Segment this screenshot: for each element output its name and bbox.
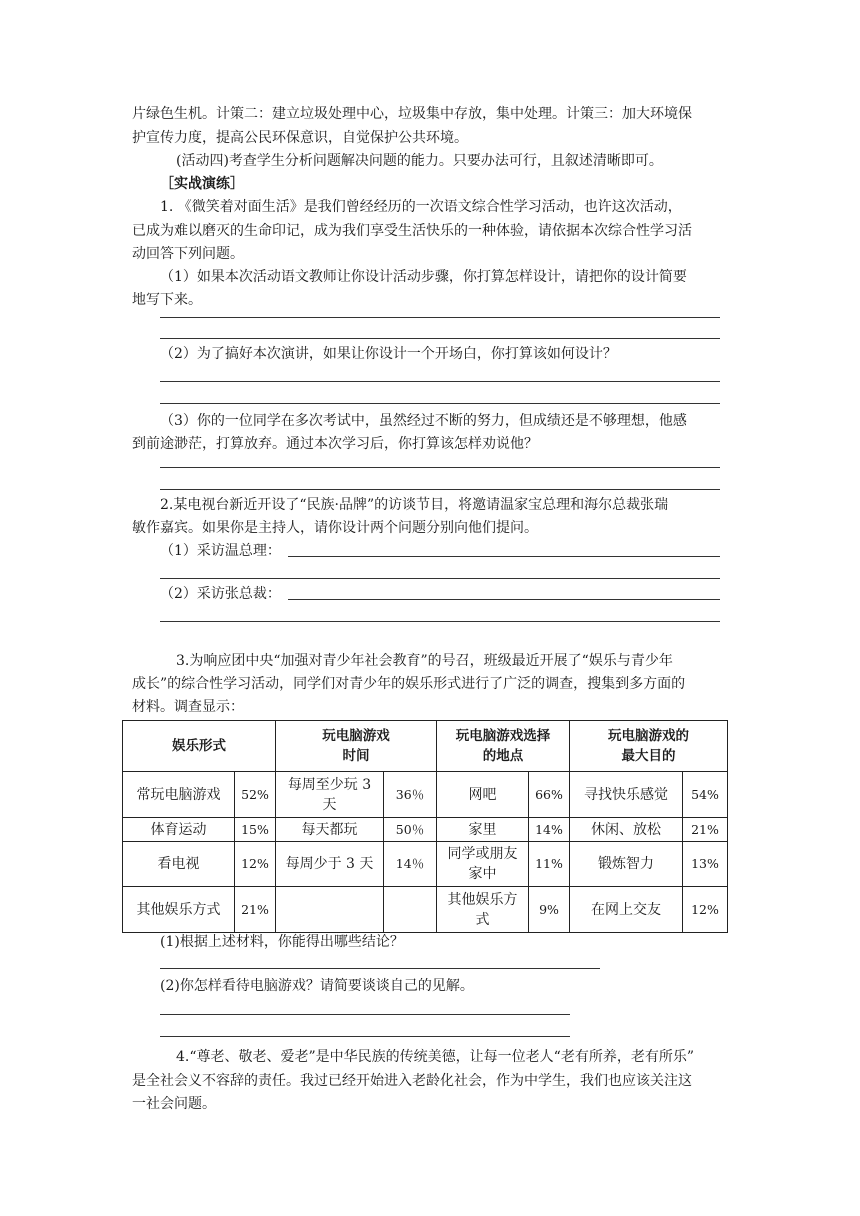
table-row [123,842,728,887]
text-line: 一社会问题。 [132,1096,216,1112]
question-1: 1. 《微笑着对面生活》是我们曾经经历的一次语文综合性学习活动，也许这次活动， [160,199,682,215]
cell: 同学或朋友 家中 [437,842,529,887]
cell: 14％ [384,842,437,887]
question-2: 2.某电视台新近开设了“民族·品牌”的访谈节目，将邀请温家宝总理和海尔总裁张瑞 [160,497,669,513]
question-3: 3.为响应团中央“加强对青少年社会教育”的号召，班级最近开展了“娱乐与青少年 [176,653,673,669]
answer-line [160,381,720,382]
question-1-2: （2）为了搞好本次演讲，如果让你设计一个开场白，你打算该如何设计？ [160,346,617,362]
question-2-2: （2）采访张总裁： [160,586,281,602]
cell: 看电视 [123,842,235,887]
table-header-row [123,721,728,772]
question-1-3: （3）你的一位同学在多次考试中，虽然经过不断的努力，但成绩还是不够理想，他感 [160,413,687,429]
cell: 每周少于 3 天 [276,842,384,887]
text-line: 已成为难以磨灭的生命印记，成为我们享受生活快乐的一种体验，请依据本次综合性学习活 [132,223,692,239]
cell: 每天都玩 [276,818,384,842]
text-line: (活动四)考查学生分析问题解决问题的能力。只要办法可行，且叙述清晰即可。 [176,153,663,169]
cell: 50％ [384,818,437,842]
cell: 21% [683,818,728,842]
cell: 12% [683,887,728,933]
cell: 14% [529,818,570,842]
cell: 15% [235,818,276,842]
text-line: 敏作嘉宾。如果你是主持人，请你设计两个问题分别向他们提问。 [132,520,538,536]
answer-line [160,621,720,622]
question-2-1: （1）采访温总理： [160,543,281,559]
answer-line [160,1036,570,1037]
cell: 54% [683,772,728,818]
cell: 66% [529,772,570,818]
cell: 13% [683,842,728,887]
answer-line [160,338,720,339]
question-1-1: （1）如果本次活动语文教师让你设计活动步骤，你打算怎样设计，请把你的设计简要 [160,269,687,285]
cell: 休闲、放松 [570,818,683,842]
answer-line [288,556,720,557]
cell: 体育运动 [123,818,235,842]
answer-line [160,467,720,468]
cell: 21% [235,887,276,933]
section-heading: ［实战演练］ [160,176,244,192]
text-line: 材料。调查显示： [132,699,244,715]
header-game-purpose: 玩电脑游戏的 最大目的 [570,721,728,772]
cell: 其他娱乐方 式 [437,887,529,933]
table-row [123,818,728,842]
cell: 锻炼智力 [570,842,683,887]
text-line: 到前途渺茫，打算放弃。通过本次学习后，你打算该怎样劝说他？ [132,436,538,452]
answer-line [160,578,720,579]
answer-line [160,403,720,404]
cell: 11% [529,842,570,887]
answer-line [160,968,600,969]
cell [384,887,437,933]
question-4: 4.“尊老、敬老、爱老”是中华民族的传统美德，让每一位老人“老有所养，老有所乐” [176,1049,694,1065]
header-entertainment-form: 娱乐形式 [123,721,276,772]
header-game-time: 玩电脑游戏 时间 [276,721,437,772]
cell: 12% [235,842,276,887]
question-3-2: (2)你怎样看待电脑游戏？请简要谈谈自己的见解。 [160,978,474,994]
text-line: 成长”的综合性学习活动，同学们对青少年的娱乐形式进行了广泛的调查，搜集到多方面的 [132,676,686,692]
cell: 网吧 [437,772,529,818]
cell: 其他娱乐方式 [123,887,235,933]
text-line: 地写下来。 [132,292,202,308]
answer-line [288,599,720,600]
table-row [123,887,728,933]
cell: 在网上交友 [570,887,683,933]
cell: 52% [235,772,276,818]
table-row [123,772,728,818]
cell: 9% [529,887,570,933]
cell: 寻找快乐感觉 [570,772,683,818]
survey-table [122,720,728,933]
answer-line [160,317,720,318]
text-line: 动回答下列问题。 [132,246,244,262]
cell [276,887,384,933]
cell: 常玩电脑游戏 [123,772,235,818]
cell: 家里 [437,818,529,842]
text-line: 是全社会义不容辞的责任。我过已经开始进入老龄化社会，作为中学生，我们也应该关注这 [132,1073,692,1089]
answer-line [160,489,720,490]
cell: 36％ [384,772,437,818]
answer-line [160,1014,570,1015]
question-3-1: (1)根据上述材料，你能得出哪些结论？ [160,934,404,950]
text-line: 片绿色生机。计策二：建立垃圾处理中心，垃圾集中存放，集中处理。计策三：加大环境保 [132,106,692,122]
cell: 每周至少玩 3 天 [276,772,384,818]
header-game-place: 玩电脑游戏选择 的地点 [437,721,570,772]
text-line: 护宣传力度，提高公民环保意识，自觉保护公共环境。 [132,130,468,146]
